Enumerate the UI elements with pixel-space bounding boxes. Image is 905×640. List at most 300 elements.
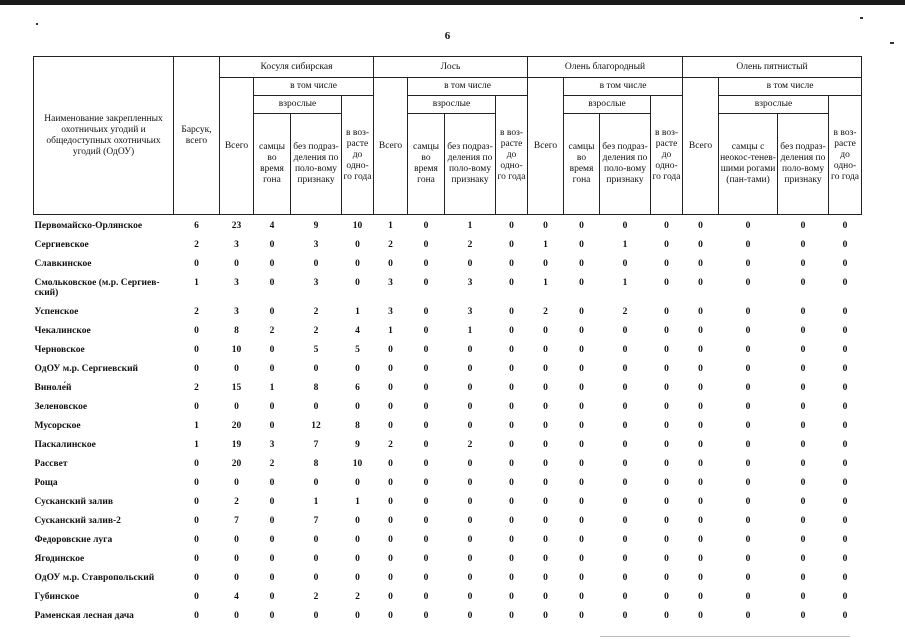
header-young: в воз-расте до одно-го года bbox=[342, 96, 374, 215]
row-value-cell: 4 bbox=[355, 326, 360, 336]
row-value-cell: 0 bbox=[745, 402, 751, 412]
header-no-sex-division: без подраз-деления по поло-вому признаку bbox=[778, 114, 829, 215]
row-value-cell: 0 bbox=[194, 478, 199, 488]
row-value-cell: 0 bbox=[423, 440, 429, 450]
header-males-rut: самцы во время гона bbox=[564, 114, 600, 215]
row-value-cell: 0 bbox=[543, 345, 548, 355]
table-row bbox=[34, 360, 862, 379]
row-value-cell: 0 bbox=[579, 573, 584, 583]
row-value-cell: 0 bbox=[842, 221, 848, 231]
row-value-cell: 0 bbox=[579, 516, 584, 526]
row-value-cell: 0 bbox=[423, 573, 429, 583]
row-value-cell: 3 bbox=[234, 240, 239, 250]
row-value-cell: 23 bbox=[231, 221, 242, 231]
header-species-roe-deer: Косуля сибирская bbox=[220, 57, 374, 78]
row-value-cell: 0 bbox=[745, 516, 751, 526]
row-value-cell: 0 bbox=[664, 554, 669, 564]
row-value-cell: 0 bbox=[745, 345, 751, 355]
row-hunting-ground-name: Губинское bbox=[34, 592, 80, 602]
row-value-cell: 0 bbox=[423, 459, 429, 469]
row-value-cell: 0 bbox=[698, 611, 703, 621]
row-value-cell: 1 bbox=[194, 278, 199, 288]
row-value-cell: 0 bbox=[509, 221, 514, 231]
row-value-cell: 0 bbox=[509, 535, 514, 545]
row-hunting-ground-name: Раменская лесная дача bbox=[34, 611, 134, 621]
row-value-cell: 1 bbox=[467, 221, 473, 231]
row-value-cell: 0 bbox=[842, 459, 848, 469]
row-value-cell: 0 bbox=[622, 259, 628, 269]
row-value-cell: 0 bbox=[234, 402, 239, 412]
row-value-cell: 0 bbox=[745, 364, 751, 374]
row-value-cell: 0 bbox=[698, 364, 703, 374]
row-value-cell: 0 bbox=[234, 259, 239, 269]
row-value-cell: 0 bbox=[423, 611, 429, 621]
row-value-cell: 0 bbox=[745, 421, 751, 431]
row-hunting-ground-name: Зеленовское bbox=[34, 402, 88, 412]
row-value-cell: 0 bbox=[579, 221, 584, 231]
header-including: в том числе bbox=[254, 78, 374, 96]
row-value-cell: 7 bbox=[313, 440, 319, 450]
table-row bbox=[34, 341, 862, 360]
row-value-cell: 0 bbox=[234, 573, 239, 583]
row-value-cell: 0 bbox=[423, 259, 429, 269]
row-value-cell: 0 bbox=[698, 326, 703, 336]
scan-speck bbox=[860, 17, 863, 19]
row-value-cell: 0 bbox=[664, 364, 669, 374]
row-hunting-ground-name: Сусканский залив bbox=[34, 497, 113, 507]
row-value-cell: 0 bbox=[579, 535, 584, 545]
row-value-cell: 0 bbox=[800, 611, 806, 621]
header-total: Всего bbox=[374, 78, 408, 215]
header-including: в том числе bbox=[408, 78, 528, 96]
header-no-sex-division: без подраз-деления по поло-вому признаку bbox=[600, 114, 651, 215]
row-value-cell: 0 bbox=[509, 364, 514, 374]
row-value-cell: 0 bbox=[269, 516, 275, 526]
row-value-cell: 0 bbox=[698, 383, 703, 393]
row-hunting-ground-name: Первомайско-Орлянское bbox=[34, 221, 143, 231]
row-value-cell: 0 bbox=[509, 240, 514, 250]
row-value-cell: 1 bbox=[388, 221, 393, 231]
row-value-cell: 0 bbox=[842, 440, 848, 450]
row-value-cell: 0 bbox=[234, 611, 239, 621]
row-hunting-ground-name: Успенское bbox=[34, 307, 79, 317]
row-value-cell: 0 bbox=[579, 326, 584, 336]
row-value-cell: 0 bbox=[509, 383, 514, 393]
row-value-cell: 2 bbox=[388, 240, 393, 250]
row-value-cell: 0 bbox=[234, 554, 239, 564]
header-species-moose: Лось bbox=[374, 57, 528, 78]
row-value-cell: 0 bbox=[313, 535, 319, 545]
row-value-cell: 0 bbox=[423, 326, 429, 336]
row-value-cell: 0 bbox=[842, 573, 848, 583]
row-value-cell: 20 bbox=[231, 459, 242, 469]
row-value-cell: 0 bbox=[423, 497, 429, 507]
row-value-cell: 0 bbox=[842, 402, 848, 412]
row-value-cell: 0 bbox=[842, 478, 848, 488]
row-value-cell: 0 bbox=[664, 326, 669, 336]
row-value-cell: 0 bbox=[698, 278, 703, 288]
row-value-cell: 0 bbox=[388, 516, 393, 526]
header-no-sex-division: без подраз-деления по поло-вому признаку bbox=[445, 114, 496, 215]
row-value-cell: 2 bbox=[622, 307, 628, 317]
row-value-cell: 0 bbox=[509, 278, 514, 288]
row-value-cell: 0 bbox=[355, 240, 360, 250]
row-value-cell: 0 bbox=[745, 278, 751, 288]
row-value-cell: 8 bbox=[355, 421, 360, 431]
row-value-cell: 8 bbox=[234, 326, 239, 336]
row-value-cell: 0 bbox=[842, 364, 848, 374]
row-value-cell: 0 bbox=[423, 307, 429, 317]
row-value-cell: 0 bbox=[194, 259, 199, 269]
table-row bbox=[34, 215, 862, 237]
row-value-cell: 0 bbox=[800, 497, 806, 507]
scan-speck bbox=[36, 23, 38, 25]
row-value-cell: 2 bbox=[313, 307, 319, 317]
row-value-cell: 0 bbox=[800, 278, 806, 288]
table-row bbox=[34, 322, 862, 341]
row-value-cell: 0 bbox=[842, 497, 848, 507]
row-value-cell: 0 bbox=[269, 307, 275, 317]
row-value-cell: 0 bbox=[313, 259, 319, 269]
row-value-cell: 0 bbox=[622, 421, 628, 431]
row-value-cell: 0 bbox=[355, 611, 360, 621]
row-value-cell: 0 bbox=[622, 402, 628, 412]
row-value-cell: 0 bbox=[423, 592, 429, 602]
row-value-cell: 7 bbox=[234, 516, 239, 526]
row-value-cell: 0 bbox=[622, 516, 628, 526]
scan-speck bbox=[890, 42, 894, 44]
row-value-cell: 0 bbox=[745, 497, 751, 507]
row-value-cell: 0 bbox=[622, 535, 628, 545]
row-value-cell: 0 bbox=[622, 611, 628, 621]
row-value-cell: 0 bbox=[467, 535, 473, 545]
row-value-cell: 0 bbox=[269, 364, 275, 374]
row-value-cell: 0 bbox=[579, 307, 584, 317]
row-value-cell: 0 bbox=[467, 421, 473, 431]
row-value-cell: 0 bbox=[745, 459, 751, 469]
header-species-red-deer: Олень благородный bbox=[528, 57, 683, 78]
row-value-cell: 0 bbox=[664, 278, 669, 288]
row-value-cell: 0 bbox=[543, 592, 548, 602]
row-value-cell: 0 bbox=[313, 611, 319, 621]
row-value-cell: 0 bbox=[467, 345, 473, 355]
row-value-cell: 0 bbox=[745, 326, 751, 336]
row-value-cell: 2 bbox=[313, 592, 319, 602]
table-row bbox=[34, 236, 862, 255]
row-value-cell: 0 bbox=[194, 345, 199, 355]
row-value-cell: 0 bbox=[622, 364, 628, 374]
row-value-cell: 0 bbox=[509, 440, 514, 450]
row-hunting-ground-name: Славкинское bbox=[34, 259, 92, 269]
row-value-cell: 0 bbox=[698, 307, 703, 317]
row-value-cell: 0 bbox=[543, 440, 548, 450]
row-value-cell: 0 bbox=[388, 611, 393, 621]
bottom-scan-line bbox=[600, 636, 850, 637]
row-value-cell: 0 bbox=[269, 402, 275, 412]
row-value-cell: 0 bbox=[194, 611, 199, 621]
row-value-cell: 0 bbox=[579, 278, 584, 288]
table-row bbox=[34, 379, 862, 398]
row-value-cell: 2 bbox=[234, 497, 239, 507]
row-value-cell: 0 bbox=[269, 278, 275, 288]
row-value-cell: 0 bbox=[543, 497, 548, 507]
header-total: Всего bbox=[683, 78, 719, 215]
row-value-cell: 0 bbox=[745, 307, 751, 317]
row-value-cell: 0 bbox=[698, 221, 703, 231]
row-hunting-ground-name: ОдОУ м.р. Сергиевский bbox=[34, 364, 139, 374]
table-row bbox=[34, 512, 862, 531]
header-adults: взрослые bbox=[408, 96, 496, 114]
header-species-sika-deer: Олень пятнистый bbox=[683, 57, 862, 78]
table-row bbox=[34, 550, 862, 569]
row-value-cell: 0 bbox=[800, 592, 806, 602]
page-number: 6 bbox=[444, 30, 451, 42]
row-hunting-ground-name: Сусканский залив-2 bbox=[34, 516, 121, 526]
row-value-cell: 0 bbox=[423, 516, 429, 526]
header-including: в том числе bbox=[719, 78, 862, 96]
row-value-cell: 10 bbox=[352, 459, 363, 469]
row-value-cell: 0 bbox=[269, 421, 275, 431]
row-value-cell: 0 bbox=[423, 240, 429, 250]
row-value-cell: 0 bbox=[423, 535, 429, 545]
row-value-cell: 0 bbox=[842, 611, 848, 621]
row-value-cell: 0 bbox=[622, 554, 628, 564]
row-value-cell: 0 bbox=[269, 535, 275, 545]
row-value-cell: 0 bbox=[745, 221, 751, 231]
row-value-cell: 0 bbox=[269, 497, 275, 507]
row-value-cell: 0 bbox=[194, 497, 199, 507]
row-value-cell: 0 bbox=[234, 364, 239, 374]
row-value-cell: 2 bbox=[194, 307, 199, 317]
row-value-cell: 0 bbox=[842, 240, 848, 250]
row-value-cell: 3 bbox=[234, 278, 239, 288]
row-value-cell: 3 bbox=[467, 307, 473, 317]
row-value-cell: 0 bbox=[664, 535, 669, 545]
row-value-cell: 0 bbox=[509, 478, 514, 488]
row-value-cell: 0 bbox=[269, 345, 275, 355]
header-no-sex-division: без подраз-деления по поло-вому признаку bbox=[291, 114, 342, 215]
row-value-cell: 0 bbox=[543, 459, 548, 469]
row-value-cell: 0 bbox=[745, 592, 751, 602]
row-value-cell: 0 bbox=[423, 554, 429, 564]
row-value-cell: 0 bbox=[194, 516, 199, 526]
row-value-cell: 10 bbox=[231, 345, 242, 355]
row-value-cell: 0 bbox=[842, 592, 848, 602]
row-value-cell: 0 bbox=[388, 554, 393, 564]
row-value-cell: 0 bbox=[745, 259, 751, 269]
row-value-cell: 0 bbox=[800, 516, 806, 526]
row-value-cell: 0 bbox=[842, 259, 848, 269]
row-value-cell: 0 bbox=[800, 535, 806, 545]
row-value-cell: 0 bbox=[543, 516, 548, 526]
row-value-cell: 0 bbox=[355, 535, 360, 545]
row-value-cell: 5 bbox=[355, 345, 360, 355]
row-hunting-ground-name: Ягодинское bbox=[34, 554, 85, 564]
row-value-cell: 0 bbox=[800, 326, 806, 336]
row-value-cell: 0 bbox=[509, 611, 514, 621]
row-value-cell: 1 bbox=[543, 240, 548, 250]
row-value-cell: 0 bbox=[664, 459, 669, 469]
row-value-cell: 0 bbox=[388, 345, 393, 355]
table-row bbox=[34, 436, 862, 455]
row-value-cell: 0 bbox=[543, 402, 548, 412]
header-young: в воз-расте до одно-го года bbox=[829, 96, 862, 215]
row-value-cell: 0 bbox=[800, 440, 806, 450]
row-value-cell: 0 bbox=[800, 421, 806, 431]
row-value-cell: 0 bbox=[698, 497, 703, 507]
row-value-cell: 0 bbox=[355, 573, 360, 583]
row-value-cell: 0 bbox=[269, 592, 275, 602]
row-value-cell: 0 bbox=[664, 573, 669, 583]
row-value-cell: 0 bbox=[313, 554, 319, 564]
row-value-cell: 0 bbox=[622, 497, 628, 507]
row-value-cell: 0 bbox=[423, 383, 429, 393]
row-value-cell: 0 bbox=[388, 402, 393, 412]
row-hunting-ground-name: Сергиевское bbox=[34, 240, 89, 250]
header-badger-column: Барсук, всего bbox=[174, 57, 220, 215]
row-value-cell: 2 bbox=[194, 240, 199, 250]
table-row bbox=[34, 474, 862, 493]
row-value-cell: 4 bbox=[234, 592, 239, 602]
row-value-cell: 0 bbox=[543, 478, 548, 488]
row-value-cell: 0 bbox=[543, 364, 548, 374]
row-hunting-ground-name: Паскалинское bbox=[34, 440, 96, 450]
row-value-cell: 0 bbox=[467, 259, 473, 269]
row-value-cell: 0 bbox=[579, 421, 584, 431]
row-value-cell: 0 bbox=[543, 421, 548, 431]
row-value-cell: 0 bbox=[842, 516, 848, 526]
row-value-cell: 2 bbox=[467, 240, 473, 250]
table-row bbox=[34, 398, 862, 417]
table-row bbox=[34, 493, 862, 512]
row-value-cell: 0 bbox=[194, 364, 199, 374]
row-value-cell: 0 bbox=[745, 554, 751, 564]
row-value-cell: 0 bbox=[579, 459, 584, 469]
row-value-cell: 0 bbox=[543, 535, 548, 545]
row-value-cell: 0 bbox=[467, 516, 473, 526]
row-hunting-ground-name: ОдОУ м.р. Ставропольский bbox=[34, 573, 155, 583]
row-value-cell: 0 bbox=[579, 259, 584, 269]
table-row bbox=[34, 588, 862, 607]
row-value-cell: 0 bbox=[800, 402, 806, 412]
row-value-cell: 0 bbox=[194, 554, 199, 564]
header-total: Всего bbox=[220, 78, 254, 215]
row-value-cell: 0 bbox=[842, 421, 848, 431]
header-name-column: Наименование закрепленных охотничьих угодий и общедоступных охотничьих угодий (ОдОУ) bbox=[34, 57, 174, 215]
row-value-cell: 0 bbox=[194, 326, 199, 336]
row-value-cell: 0 bbox=[698, 573, 703, 583]
row-value-cell: 2 bbox=[313, 326, 319, 336]
row-value-cell: 0 bbox=[467, 554, 473, 564]
row-value-cell: 0 bbox=[509, 573, 514, 583]
row-value-cell: 0 bbox=[543, 221, 548, 231]
row-value-cell: 0 bbox=[698, 459, 703, 469]
row-value-cell: 0 bbox=[800, 259, 806, 269]
row-value-cell: 1 bbox=[622, 240, 628, 250]
row-value-cell: 0 bbox=[800, 307, 806, 317]
header-adults: взрослые bbox=[254, 96, 342, 114]
row-value-cell: 0 bbox=[509, 307, 514, 317]
top-rule bbox=[0, 0, 905, 5]
row-value-cell: 6 bbox=[355, 383, 360, 393]
row-hunting-ground-name: Виноле́й bbox=[34, 383, 72, 393]
row-value-cell: 0 bbox=[622, 383, 628, 393]
row-value-cell: 0 bbox=[664, 592, 669, 602]
row-value-cell: 0 bbox=[388, 497, 393, 507]
row-value-cell: 19 bbox=[231, 440, 242, 450]
row-value-cell: 0 bbox=[194, 459, 199, 469]
row-value-cell: 0 bbox=[745, 440, 751, 450]
row-value-cell: 0 bbox=[698, 516, 703, 526]
row-hunting-ground-name: Федоровские луга bbox=[34, 535, 113, 545]
table-body bbox=[34, 215, 862, 627]
table-row bbox=[34, 417, 862, 436]
row-value-cell: 0 bbox=[698, 259, 703, 269]
row-value-cell: 0 bbox=[509, 516, 514, 526]
row-value-cell: 0 bbox=[423, 421, 429, 431]
row-value-cell: 0 bbox=[579, 345, 584, 355]
row-value-cell: 1 bbox=[194, 421, 199, 431]
row-value-cell: 1 bbox=[194, 440, 199, 450]
row-value-cell: 0 bbox=[664, 307, 669, 317]
row-value-cell: 0 bbox=[800, 459, 806, 469]
row-value-cell: 0 bbox=[579, 402, 584, 412]
row-value-cell: 0 bbox=[698, 345, 703, 355]
row-value-cell: 0 bbox=[269, 611, 275, 621]
header-males-rut: самцы во время гона bbox=[408, 114, 445, 215]
row-value-cell: 0 bbox=[355, 554, 360, 564]
row-hunting-ground-name: Черновское bbox=[34, 345, 85, 355]
row-value-cell: 0 bbox=[423, 478, 429, 488]
row-value-cell: 0 bbox=[842, 554, 848, 564]
row-value-cell: 0 bbox=[664, 221, 669, 231]
row-value-cell: 0 bbox=[698, 554, 703, 564]
row-value-cell: 1 bbox=[543, 278, 548, 288]
row-value-cell: 0 bbox=[800, 478, 806, 488]
row-value-cell: 0 bbox=[467, 478, 473, 488]
row-value-cell: 0 bbox=[579, 611, 584, 621]
row-value-cell: 0 bbox=[388, 573, 393, 583]
row-value-cell: 1 bbox=[355, 497, 360, 507]
row-value-cell: 0 bbox=[509, 259, 514, 269]
row-value-cell: 0 bbox=[800, 345, 806, 355]
row-value-cell: 10 bbox=[352, 221, 363, 231]
row-value-cell: 0 bbox=[388, 592, 393, 602]
row-value-cell: 0 bbox=[698, 402, 703, 412]
row-value-cell: 0 bbox=[467, 573, 473, 583]
row-value-cell: 0 bbox=[509, 345, 514, 355]
table-row bbox=[34, 455, 862, 474]
row-value-cell: 2 bbox=[543, 307, 548, 317]
row-value-cell: 0 bbox=[622, 326, 628, 336]
row-value-cell: 0 bbox=[664, 402, 669, 412]
header-young: в воз-расте до одно-го года bbox=[651, 96, 683, 215]
row-value-cell: 0 bbox=[509, 592, 514, 602]
row-value-cell: 0 bbox=[543, 259, 548, 269]
row-value-cell: 0 bbox=[800, 221, 806, 231]
row-value-cell: 0 bbox=[664, 345, 669, 355]
row-value-cell: 0 bbox=[664, 240, 669, 250]
table-row bbox=[34, 274, 862, 303]
header-young: в воз-расте до одно-го года bbox=[496, 96, 528, 215]
row-value-cell: 0 bbox=[388, 459, 393, 469]
row-value-cell: 0 bbox=[664, 440, 669, 450]
row-value-cell: 0 bbox=[698, 240, 703, 250]
row-value-cell: 0 bbox=[467, 497, 473, 507]
row-value-cell: 0 bbox=[698, 421, 703, 431]
row-value-cell: 8 bbox=[313, 459, 319, 469]
row-value-cell: 0 bbox=[800, 383, 806, 393]
